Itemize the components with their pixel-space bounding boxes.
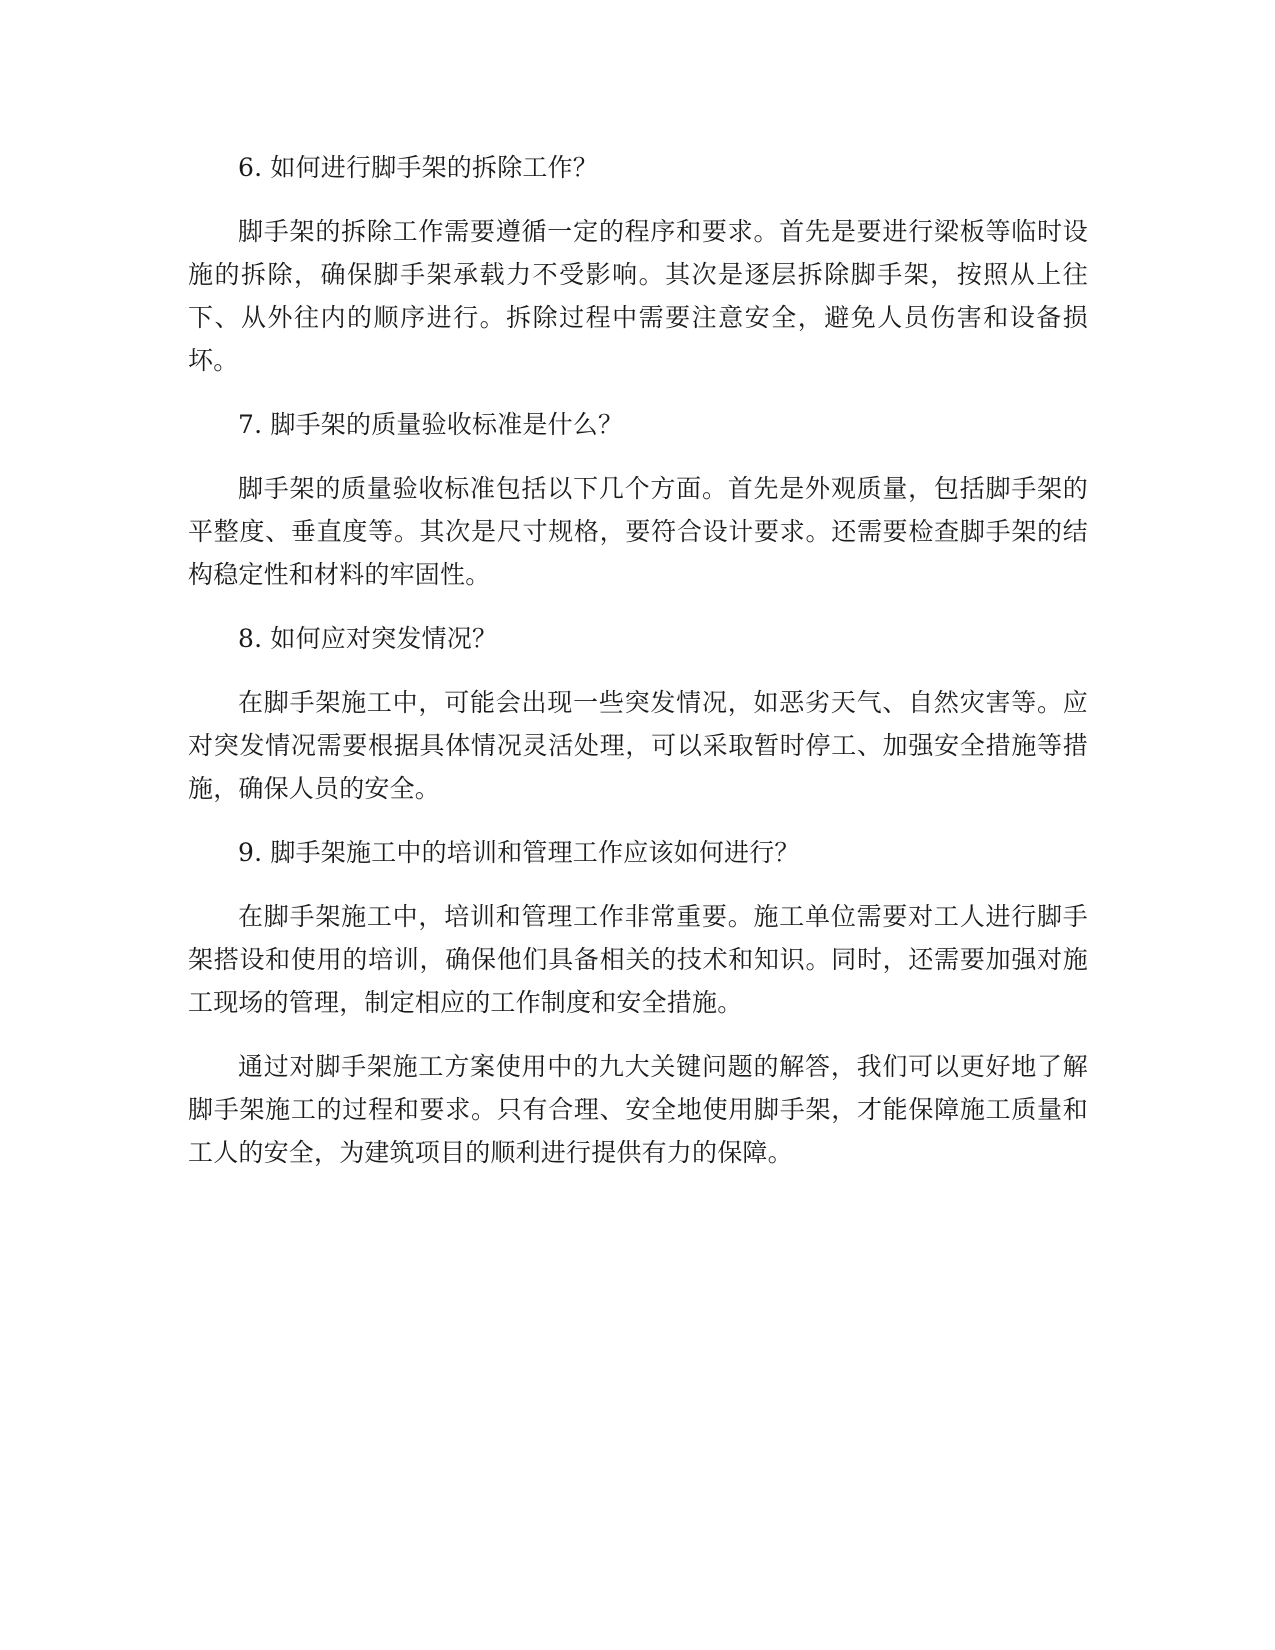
- question-heading-9: 9. 脚手架施工中的培训和管理工作应该如何进行？: [238, 838, 800, 867]
- question-heading-6: 6. 如何进行脚手架的拆除工作？: [238, 153, 599, 182]
- question-heading-8: 8. 如何应对突发情况？: [238, 624, 498, 653]
- answer-paragraph-7: 脚手架的质量验收标准包括以下几个方面。首先是外观质量，包括脚手架的平整度、垂直度等。其次是尺寸规格，要符合设计要求。还需要检查脚手架的结构稳定性和材料的牢固性。: [188, 474, 1088, 589]
- answer-paragraph-8: 在脚手架施工中，可能会出现一些突发情况，如恶劣天气、自然灾害等。应对突发情况需要根据具体情况灵活处理，可以采取暂时停工、加强安全措施等措施，确保人员的安全。: [188, 688, 1088, 803]
- question-heading-7: 7. 脚手架的质量验收标准是什么？: [238, 410, 624, 439]
- answer-paragraph-6: 脚手架的拆除工作需要遵循一定的程序和要求。首先是要进行梁板等临时设施的拆除，确保脚手架承载力不受影响。其次是逐层拆除脚手架，按照从上往下、从外往内的顺序进行。拆除过程中需要注意安全，避免人员伤害和设备损坏。: [188, 217, 1088, 375]
- document-body: [188, 146, 1088, 1195]
- answer-paragraph-9: 在脚手架施工中，培训和管理工作非常重要。施工单位需要对工人进行脚手架搭设和使用的培训，确保他们具备相关的技术和知识。同时，还需要加强对施工现场的管理，制定相应的工作制度和安全措施。: [188, 902, 1088, 1017]
- conclusion-paragraph: 通过对脚手架施工方案使用中的九大关键问题的解答，我们可以更好地了解脚手架施工的过程和要求。只有合理、安全地使用脚手架，才能保障施工质量和工人的安全，为建筑项目的顺利进行提供有力的保障。: [188, 1052, 1088, 1167]
